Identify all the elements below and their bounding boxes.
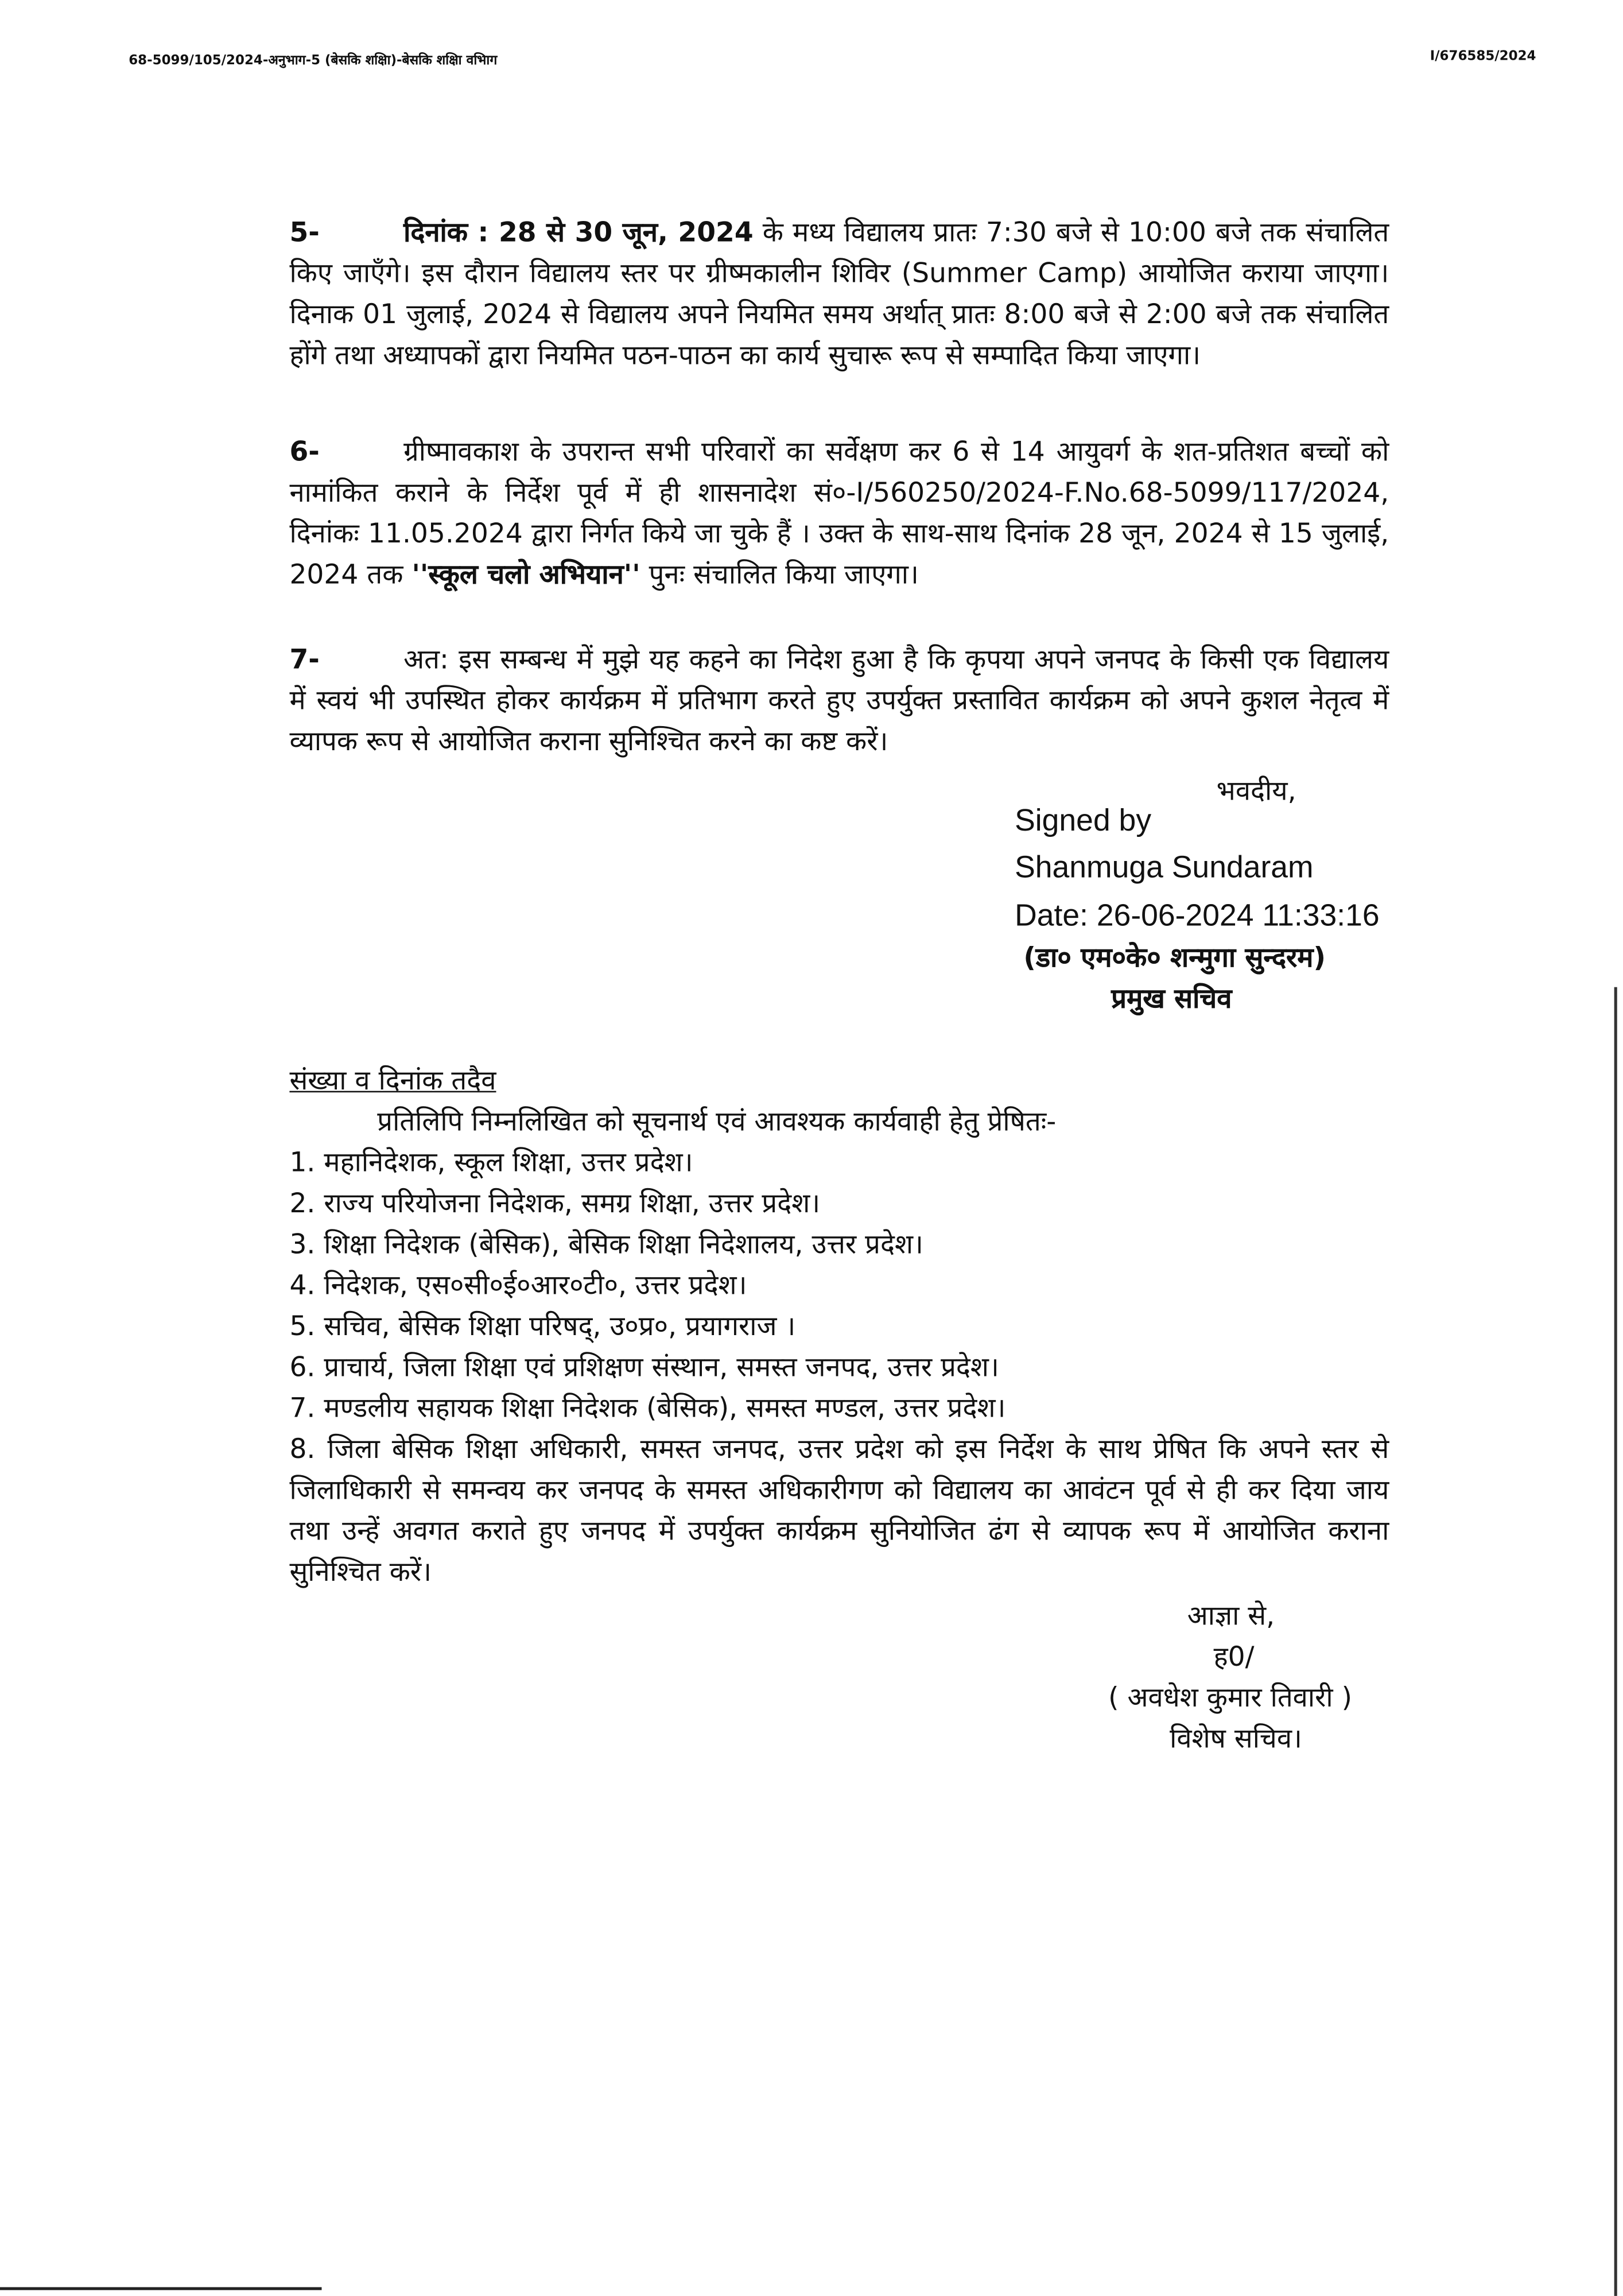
signer-designation: प्रमुख सचिव (1111, 984, 1232, 1015)
copy-intro: प्रतिलिपि निम्नलिखित को सूचनार्थ एवं आवश्यक कार्यवाही हेतु प्रेषितः- (377, 1107, 1057, 1138)
closing: भवदीय, (1216, 776, 1296, 808)
copy-item: 6. प्राचार्य, जिला शिक्षा एवं प्रशिक्षण संस्थान, समस्त जनपद, उत्तर प्रदेश। (289, 1352, 999, 1384)
order-line: आज्ञा से, (1187, 1601, 1275, 1632)
signature-date: Date: 26-06-2024 11:33:16 (1015, 899, 1380, 933)
copy-item: 2. राज्य परियोजना निदेशक, समग्र शिक्षा, उत्तर प्रदेश। (289, 1189, 821, 1220)
order-signature: ह0/ (1213, 1642, 1255, 1673)
date-range: दिनांक : 28 से 30 जून, 2024 (403, 218, 754, 249)
paragraph-number: 6- (289, 437, 320, 468)
signer-hindi-name: (डा० एम०के० शन्मुगा सुन्दरम) (1023, 943, 1326, 974)
scan-edge-line (0, 2287, 321, 2290)
campaign-name: ''स्कूल चलो अभियान'' (411, 560, 640, 591)
signer-name: Shanmuga Sundaram (1015, 851, 1314, 885)
copy-item: 3. शिक्षा निदेशक (बेसिक), बेसिक शिक्षा निदेशालय, उत्तर प्रदेश। (289, 1230, 923, 1261)
paragraph-text: पुनः संचालित किया जाएगा। (640, 560, 919, 591)
document-id: I/676585/2024 (1430, 49, 1536, 65)
copy-item: 5. सचिव, बेसिक शिक्षा परिषद्, उ०प्र०, प्रयागराज । (289, 1312, 796, 1343)
paragraph-5 (289, 214, 1389, 377)
paragraph-7 (289, 641, 1389, 763)
copy-item: 7. मण्डलीय सहायक शिक्षा निदेशक (बेसिक), समस्त मण्डल, उत्तर प्रदेश। (289, 1393, 1006, 1425)
copy-item: 4. निदेशक, एस०सी०ई०आर०टी०, उत्तर प्रदेश। (289, 1270, 747, 1302)
order-designation: विशेष सचिव। (1170, 1724, 1302, 1755)
order-name: ( अवधेश कुमार तिवारी ) (1108, 1683, 1352, 1714)
file-reference: 68-5099/105/2024-अनुभाग-5 (बेसकि शक्षिा)-बेसकि शक्षिा वभिाग (129, 54, 498, 69)
paragraph-text: ग्रीष्मावकाश के उपरान्त सभी परिवारों का सर्वेक्षण कर 6 से 14 आयुवर्ग के शत-प्रतिशत बच्चों को नामांकित कराने के निर्देश पूर्व में ही शासनादेश सं०-I/560250/2024-F.No.68-5099/117/2024, दिनांकः 11.05.2024 द्वारा निर्गत किये जा चुके हैं । उक्त के साथ-साथ दिनांक 28 जून, 2024 से 15 जुलाई, 2024 तक (289, 437, 1389, 591)
signed-by: Signed by (1015, 804, 1152, 838)
paragraph-6 (289, 433, 1389, 596)
paragraph-number: 7- (289, 645, 320, 676)
paragraph-text: अत: इस सम्बन्ध में मुझे यह कहने का निदेश हुआ है कि कृपया अपने जनपद के किसी एक विद्यालय में स्वयं भी उपस्थित होकर कार्यक्रम में प्रतिभाग करते हुए उपर्युक्त प्रस्तावित कार्यक्रम को अपने कुशल नेतृत्व में व्यापक रूप से आयोजित कराना सुनिश्चित करने का कष्ट करें। (289, 645, 1389, 758)
scan-edge-line (1614, 987, 1617, 2296)
paragraph-number: 5- (289, 218, 320, 249)
copy-heading: संख्या व दिनांक तदैव (289, 1066, 496, 1097)
copy-item: 8. जिला बेसिक शिक्षा अधिकारी, समस्त जनपद, उत्तर प्रदेश को इस निर्देश के साथ प्रेषित कि अपने स्तर से जिलाधिकारी से समन्वय कर जनपद के समस्त अधिकारीगण को विद्यालय का आवंटन पूर्व से ही कर दिया जाय तथा उन्हें अवगत कराते हुए जनपद में उपर्युक्त कार्यक्रम सुनियोजित ढंग से व्यापक रूप में आयोजित कराना सुनिश्चित करें। (289, 1434, 1389, 1588)
copy-item: 1. महानिदेशक, स्कूल शिक्षा, उत्तर प्रदेश। (289, 1147, 693, 1179)
paragraph-text: के मध्य विद्यालय प्रातः 7:30 बजे से 10:00 बजे तक संचालित किए जाएँगे। इस दौरान विद्यालय स्तर पर ग्रीष्मकालीन शिविर (Summer Camp) आयोजित कराया जाएगा। दिनाक 01 जुलाई, 2024 से विद्यालय अपने नियमित समय अर्थात् प्रातः 8:00 बजे से 2:00 बजे तक संचालित होंगे तथा अध्यापकों द्वारा नियमित पठन-पाठन का कार्य सुचारू रूप से सम्पादित किया जाएगा। (289, 218, 1389, 372)
